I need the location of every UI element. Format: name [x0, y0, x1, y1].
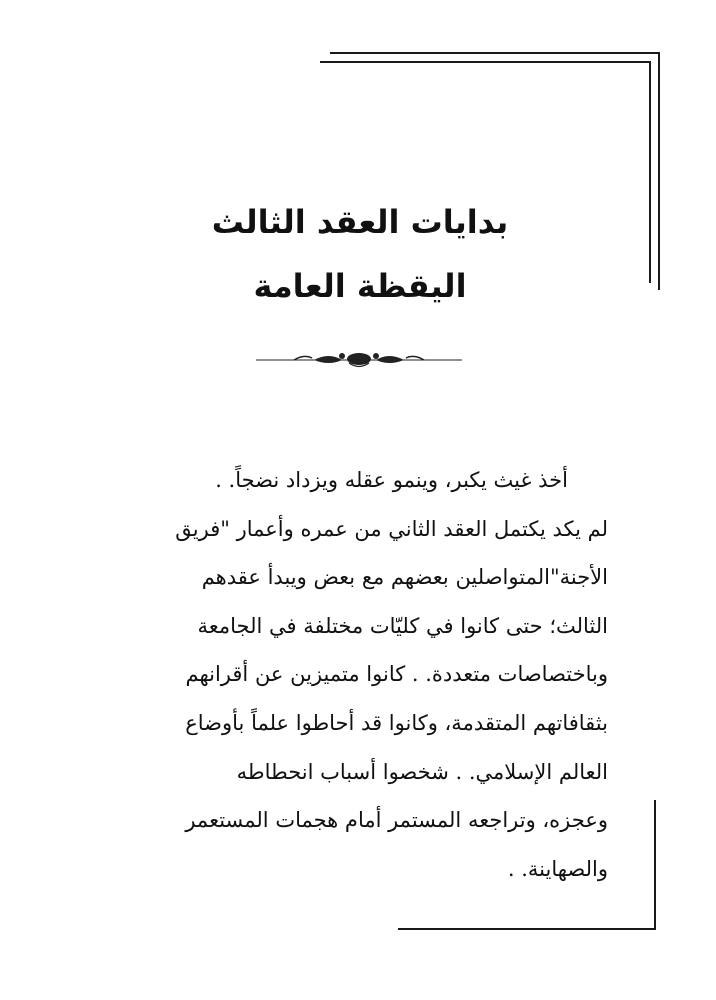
- chapter-subtitle: اليقظة العامة: [253, 267, 467, 305]
- paragraph-line: العالم الإسلامي. . شخصوا أسباب انحطاطه: [236, 759, 608, 784]
- paragraph-line: وباختصاصات متعددة. . كانوا متميزين عن أقرانهم: [185, 662, 608, 687]
- paragraph-line: وعجزه، وتراجعه المستمر أمام هجمات المستعمر: [185, 808, 608, 833]
- decorative-divider-icon: [254, 348, 464, 370]
- chapter-title: بدايات العقد الثالث: [211, 203, 509, 241]
- frame-top-outer-line: [330, 52, 660, 54]
- paragraph-line: أخذ غيث يكبر، وينمو عقله ويزداد نضجاً. .: [215, 468, 568, 492]
- body-paragraph: [108, 456, 608, 893]
- frame-right-bottom-line: [654, 800, 656, 930]
- paragraph-line: والصهاينة. .: [507, 856, 608, 881]
- paragraph-line: الثالث؛ حتى كانوا في كليّات مختلفة في الجامعة: [197, 613, 608, 638]
- frame-right-inner-line: [649, 61, 651, 283]
- frame-top-inner-line: [320, 61, 650, 63]
- paragraph-line: الأجنة"المتواصلين بعضهم مع بعض ويبدأ عقدهم: [201, 565, 608, 590]
- frame-right-outer-line: [658, 52, 660, 290]
- frame-bottom-line: [398, 928, 656, 930]
- paragraph-line: لم يكد يكتمل العقد الثاني من عمره وأعمار "فريق: [175, 516, 608, 541]
- paragraph-line: بثقافاتهم المتقدمة، وكانوا قد أحاطوا علماً بأوضاع: [185, 710, 608, 735]
